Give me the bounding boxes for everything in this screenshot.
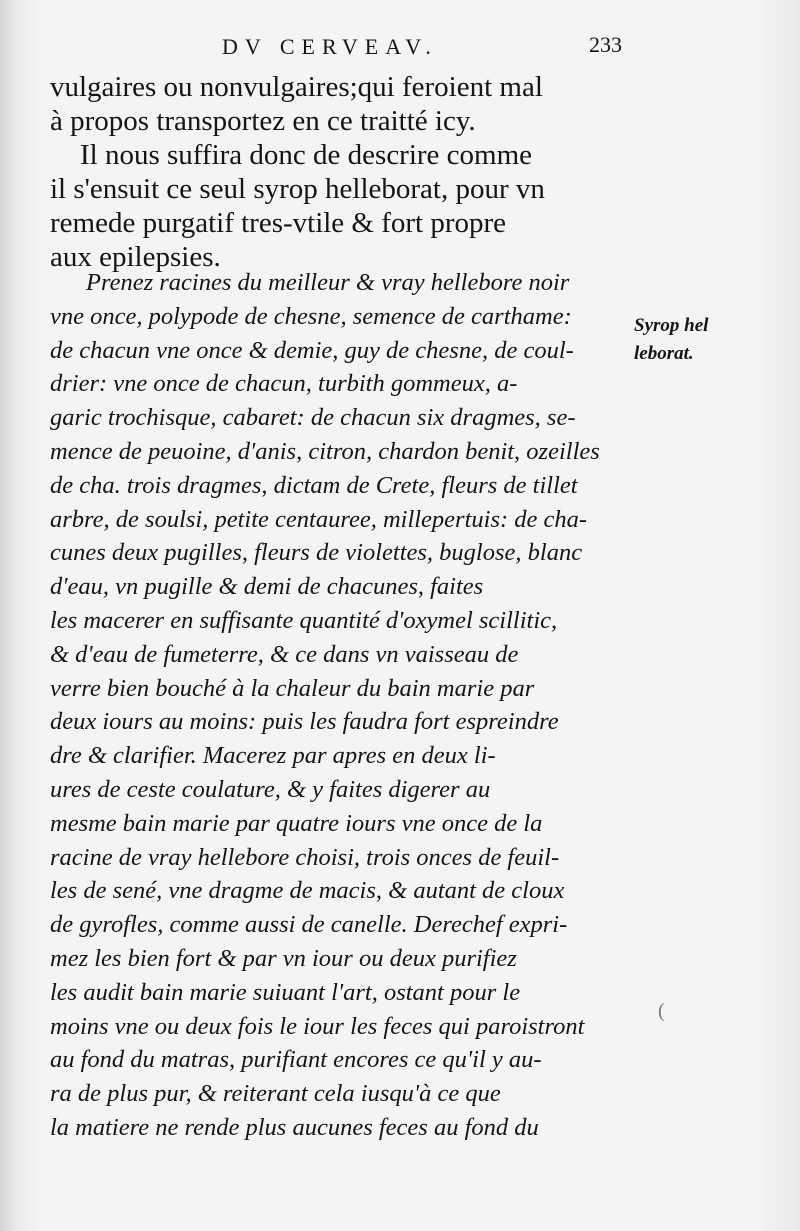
text-line: les macerer en suffisante quantité d'oxymel scillitic, [50, 606, 558, 634]
text-line: vulgaires ou nonvulgaires;qui feroient mal [50, 71, 543, 103]
text-line: ures de ceste coulature, & y faites digerer au [50, 775, 491, 803]
text-line: à propos transportez en ce traitté icy. [50, 105, 476, 137]
text-line: les de sené, vne dragme de macis, & autant de cloux [50, 877, 565, 905]
text-line: aux epilepsies. [50, 241, 221, 273]
text-line: drier: vne once de chacun, turbith gommeux, a- [50, 370, 518, 398]
text-line: & d'eau de fumeterre, & ce dans vn vaisseau de [50, 640, 519, 668]
page-number: 233 [589, 32, 622, 57]
text-line: de chacun vne once & demie, guy de chesne, de coul- [50, 336, 574, 364]
margin-note-line: Syrop hel [634, 315, 709, 336]
text-line: de cha. trois dragmes, dictam de Crete, fleurs de tillet [50, 471, 578, 499]
text-line: mez les bien fort & par vn iour ou deux purifiez [50, 944, 517, 972]
margin-note-line: leborat. [634, 343, 694, 364]
margin-mark: ( [658, 1000, 665, 1022]
text-line: il s'ensuit ce seul syrop helleborat, pour vn [50, 173, 545, 205]
text-line: ra de plus pur, & reiterant cela iusqu'à ce que [50, 1080, 501, 1108]
text-line: vne once, polypode de chesne, semence de carthame: [50, 302, 572, 330]
text-line: Il nous suffira donc de descrire comme [80, 139, 533, 171]
text-line: racine de vray hellebore choisi, trois onces de feuil- [50, 843, 560, 871]
text-line: garic trochisque, cabaret: de chacun six dragmes, se- [50, 404, 576, 432]
text-line: cunes deux pugilles, fleurs de violettes, buglose, blanc [50, 539, 583, 567]
text-line: moins vne ou deux fois le iour les feces qui paroistront [50, 1012, 585, 1040]
recipe-text-italic [50, 266, 625, 1145]
text-line: mence de peuoine, d'anis, citron, chardon benit, ozeilles [50, 437, 600, 465]
text-line: dre & clarifier. Macerez par apres en deux li- [50, 742, 496, 770]
margin-note [634, 312, 774, 368]
running-head: DV CERVEAV. [222, 34, 438, 59]
text-line: au fond du matras, purifiant encores ce qu'il y au- [50, 1046, 542, 1074]
text-line: deux iours au moins: puis les faudra fort espreindre [50, 708, 559, 736]
text-line: d'eau, vn pugille & demi de chacunes, faites [50, 573, 484, 601]
text-line: arbre, de soulsi, petite centauree, millepertuis: de cha- [50, 505, 588, 533]
text-line: verre bien bouché à la chaleur du bain marie par [50, 674, 535, 702]
text-line: la matiere ne rende plus aucunes feces au fond du [50, 1113, 539, 1141]
text-line: Prenez racines du meilleur & vray hellebore noir [86, 269, 570, 296]
page-header [150, 30, 630, 70]
text-line: mesme bain marie par quatre iours vne once de la [50, 809, 543, 837]
body-text-roman [50, 70, 620, 274]
text-line: les audit bain marie suiuant l'art, ostant pour le [50, 978, 521, 1006]
text-line: de gyrofles, comme aussi de canelle. Derechef expri- [50, 911, 568, 939]
text-line: remede purgatif tres-vtile & fort propre [50, 207, 507, 239]
